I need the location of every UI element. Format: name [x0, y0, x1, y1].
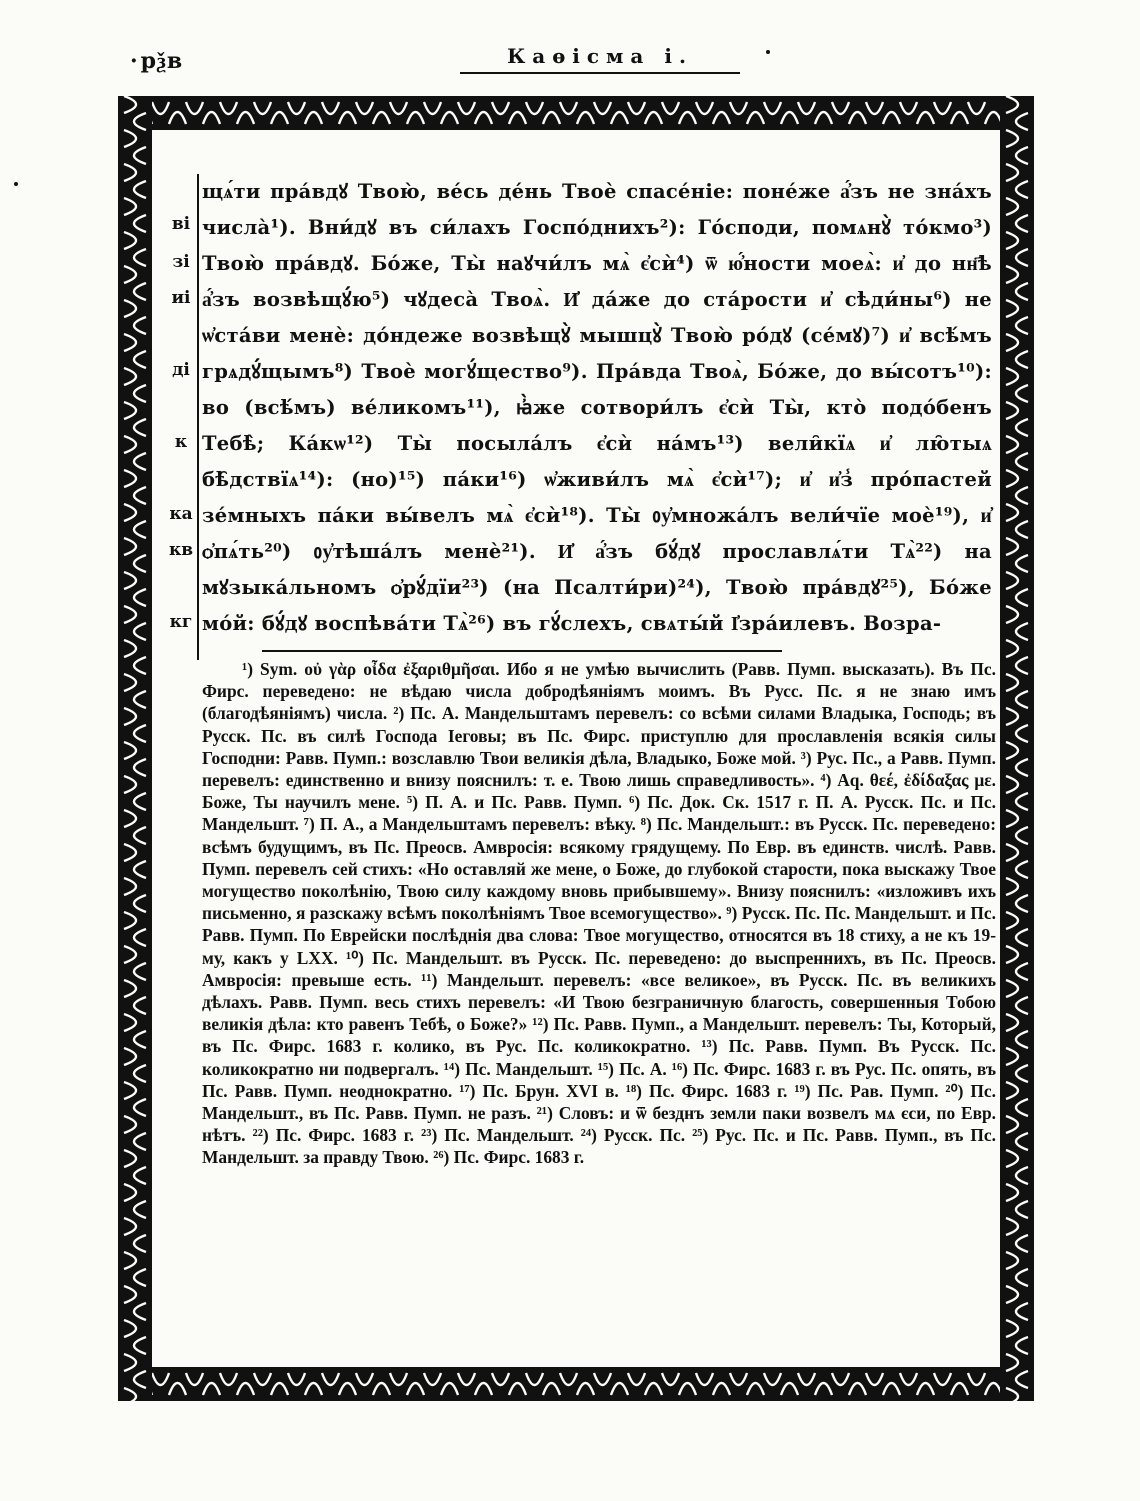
- verse-column-rule: [197, 174, 199, 660]
- ink-speck: [14, 182, 18, 186]
- footnote-separator: [262, 650, 782, 652]
- slavonic-psalm-text: щѧ́ти пра́вдꙋ Твою̀, ве́сь де́нь Твоѐ спасе́ніе: поне́же а҆́зъ не зна́хъ числа̀¹). Вни́дꙋ въ си́лахъ Госпо́днихъ²): Го́споди, помѧнꙋ̀ то́кмо³) Твою̀ пра́вдꙋ. Бо́же, Ты̀ наꙋчи́лъ мѧ̀ є҆сѝ⁴) ѿ ю҆́ности моеѧ̀: и҆ до нн҃ѣ а҆́зъ возвѣщꙋ́ю⁵) чꙋдеса̀ Твоѧ̀. И҆ да́же до ста́рости и҆ сѣди́ны⁶) не ѡ҆ста́ви менѐ: до́ндеже возвѣщꙋ̀ мышцꙋ̀ Твою̀ ро́дꙋ (се́мꙋ)⁷) и҆ всѣ́мъ грѧдꙋ́щымъ⁸) Твоѐ могꙋ́щество⁹). Пра́вда Твоѧ̀, Бо́же, до вы́сотъ¹⁰): во (всѣ́мъ) ве́ликомъ¹¹), ꙗ҆̀же сотвори́лъ є҆сѝ Ты̀, кто̀ подо́бенъ Тебѣ̀; Ка́кѡ¹²) Ты̀ посыла́лъ є҆сѝ на́мъ¹³) вели̑кїѧ и҆ лю̑тыѧ бѣ̑дствїѧ¹⁴): (но)¹⁵) па́ки¹⁶) ѡ҆живи́лъ мѧ̀ є҆сѝ¹⁷); и҆ и҆з̾ про́пастей зе́мныхъ па́ки вы́велъ мѧ̀ є҆сѝ¹⁸). Ты̀ ᲂу҆множа́лъ вели́чїе моѐ¹⁹), и҆ ѻ҆пѧ́ть²⁰) ᲂу҆тѣша́лъ менѐ²¹). И҆ а҆́зъ бꙋ́дꙋ прославлѧ́ти Тѧ̀²²) на мꙋзыка́льномъ ѻ҆рꙋ́дїи²³) (на Псалти́ри)²⁴), Твою̀ пра́вдꙋ²⁵), Бо́же мо́й: бꙋ́дꙋ воспѣва́ти Тѧ̀²⁶) въ гꙋ́слехъ, свѧты́й І҆зра́илевъ. Возра-: [202, 180, 992, 635]
- ornamental-border-bottom: [118, 1367, 1034, 1401]
- verse-number: кв: [168, 540, 194, 560]
- verse-number: ві: [171, 214, 191, 234]
- ornamental-border-left: [118, 96, 152, 1401]
- verse-number: ді: [172, 360, 190, 380]
- running-title: Каѳісма і.: [460, 44, 740, 74]
- verse-number: кг: [169, 612, 193, 632]
- verse-number: зі: [172, 252, 190, 272]
- verse-number: к: [174, 432, 188, 452]
- page-body: [152, 130, 998, 1365]
- ornamental-border-top: [118, 96, 1034, 130]
- footnotes-text: ¹) Sym. οὐ γὰρ οἶδα ἐξαριθμῆσαι. Ибо я не умѣю вычислить (Равв. Пумп. высказать). Въ Пс. Фирс. переведено: не вѣдаю числа добродѣяніямъ моимъ. Въ Русс. Пс. я не знаю имъ (благодѣяніямъ) числа. ²) Пс. А. Мандельштамъ перевелъ: со всѣми силами Владыка, Господь; въ Русск. Пс. въ силѣ Господа Іеговы; въ Пс. Фирс. приступлю для прославленія всякія силы Господни: Равв. Пумп.: возславлю Твои великія дѣла, Владыко, Боже мой. ³) Рус. Пс., а Равв. Пумп. перевелъ: единственно и внизу пояснилъ: т. е. Твою лишь справедливость». ⁴) Aq. θεέ, ἐδίδαξας με. Боже, Ты научилъ мене. ⁵) П. А. и Пс. Равв. Пумп. ⁶) Пс. Док. Ск. 1517 г. П. А. Русск. Пс. и Пс. Мандельшт. ⁷) П. А., а Мандельштамъ перевелъ: вѣку. ⁸) Пс. Мандельшт.: въ Русск. Пс. переведено: всѣмъ будущимъ, въ Пс. Преосв. Амвросія: всякому грядущему. По Евр. въ единств. числѣ. Равв. Пумп. перевелъ сей стихъ: «Но оставляй же мене, о Боже, до глубокой старости, пока выскажу Твое могущество поколѣнію, Твою силу каждому вновь прибывшему». Внизу пояснилъ: «изложивъ ихъ письменно, я разскажу всѣмъ поколѣніямъ Твое всемогущество». ⁹) Русск. Пс. Пс. Мандельшт. и Пс. Равв. Пумп. По Еврейски послѣднія два слова: Твое могущество, относятся въ 18 стиху, а не къ 19-му, какъ у LXX. ¹⁰) Пс. Мандельшт. въ Русск. Пс. переведено: до выспреннихъ, въ Пс. Преосв. Амвросія: превыше есть. ¹¹) Мандельшт. перевелъ: «все великое», въ Русск. Пс. въ великихъ дѣлахъ. Равв. Пумп. весь стихъ перевелъ: «И Твою безграничную благость, совершенныя Тобою великія дѣла: кто равенъ Тебѣ, о Боже?» ¹²) Пс. Равв. Пумп., а Мандельшт. перевелъ: Ты, Который, въ Пс. Фирс. 1683 г. колико, въ Рус. Пс. коликократно. ¹³) Пс. Равв. Пумп. Въ Русск. Пс. коликократно ни подвергалъ. ¹⁴) Пс. Мандельшт. ¹⁵) Пс. А. ¹⁶) Пс. Фирс. 1683 г. въ Рус. Пс. опять, въ Пс. Равв. Пумп. неоднократно. ¹⁷) Пс. Брун. XVI в. ¹⁸) Пс. Фирс. 1683 г. ¹⁹) Пс. Рав. Пумп. ²⁰) Пс. Мандельшт., въ Пс. Равв. Пумп. не разъ. ²¹) Словъ: и ѿ безднъ земли паки возвелъ мѧ єси, по Евр. нѣтъ. ²²) Пс. Фирс. 1683 г. ²³) Пс. Мандельшт. ²⁴) Русск. Пс. ²⁵) Рус. Пс. и Пс. Равв. Пумп., въ Пс. Мандельшт. за правду Твою. ²⁶) Пс. Фирс. 1683 г.: [202, 659, 996, 1168]
- page-number: · рѯв: [130, 48, 183, 74]
- ink-speck: [766, 50, 770, 54]
- footnotes-block: [202, 658, 996, 1169]
- verse-number: ка: [169, 504, 193, 524]
- ornamental-border-right: [1000, 96, 1034, 1401]
- verse-number: иі: [171, 288, 191, 308]
